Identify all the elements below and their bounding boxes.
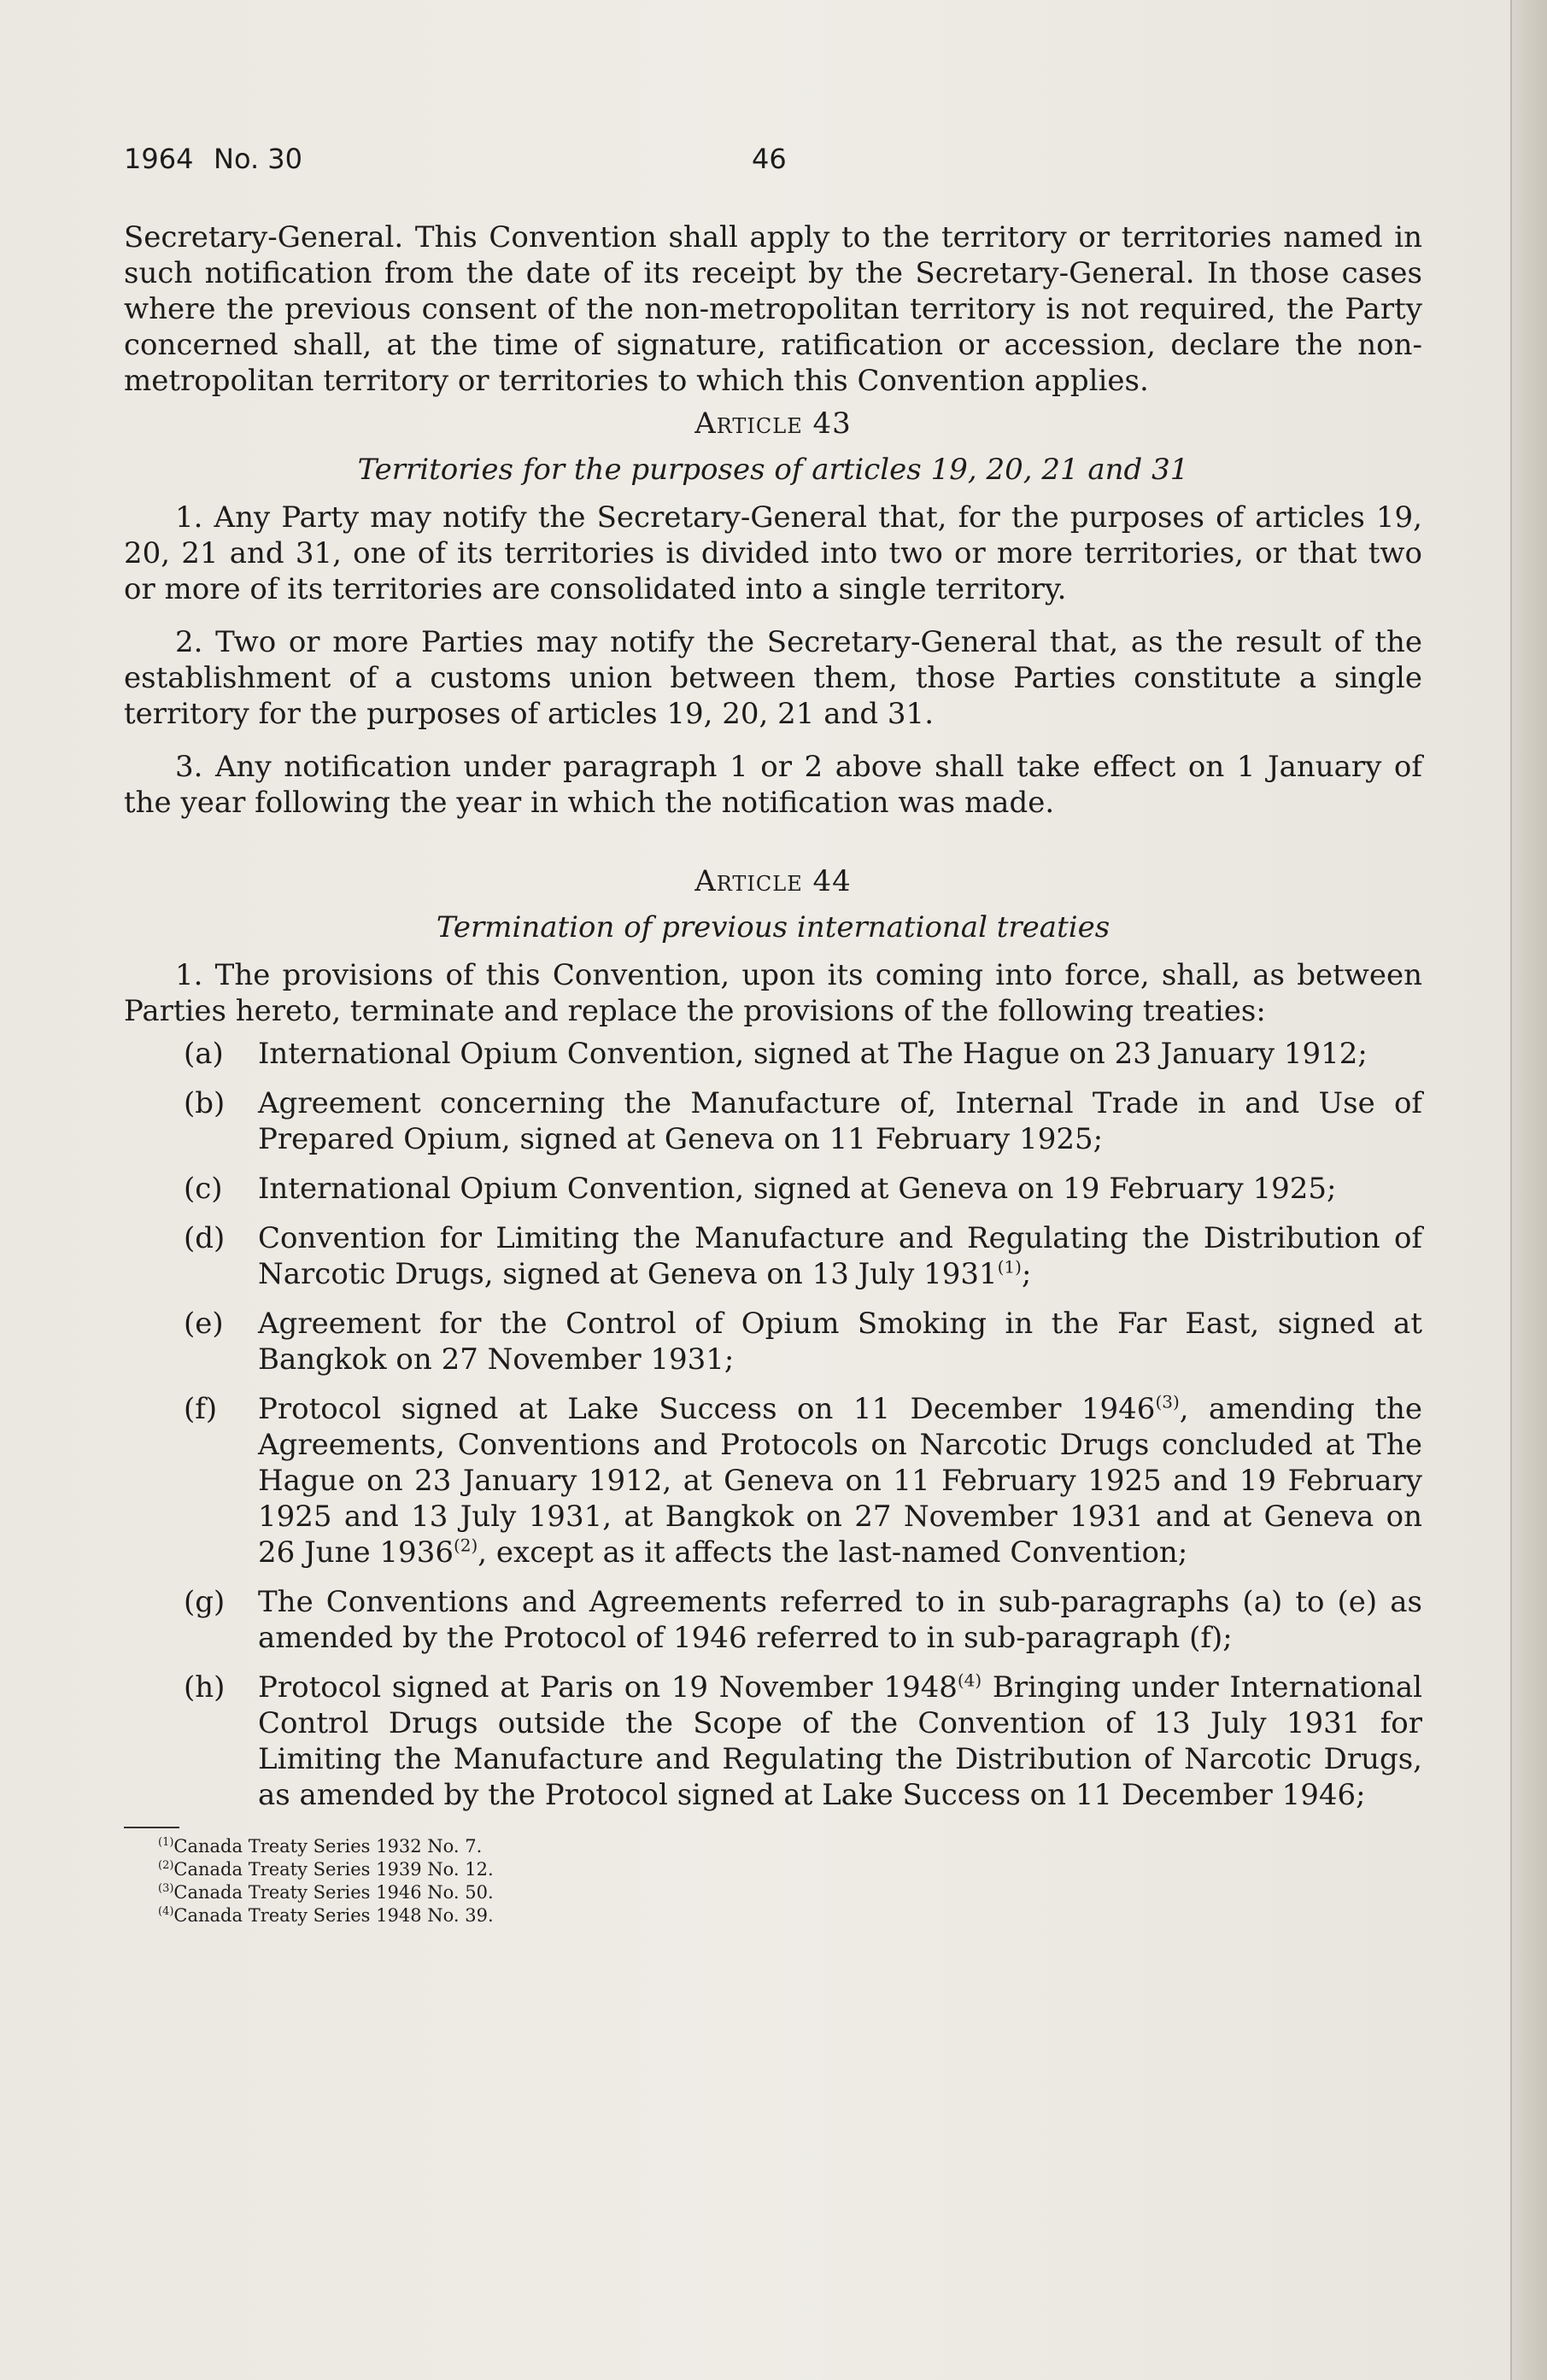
footnote-2 [124,1858,1422,1881]
treaty-item-f [124,1391,1422,1570]
item-text-middle: , amending the Agreements, Conventions and Protocols on Narcotic Drugs concluded at The Hague on 23 January 1912, at Geneva on 11 February 1925 and 19 February 1925 and 13 July 1931, at Bangkok on 27 November 1931 and at Geneva on 26 June 1936 [258,1392,1423,1570]
footnote-text: Canada Treaty Series 1932 No. 7. [173,1836,483,1857]
article-43-paragraph-3: 3. Any notification under paragraph 1 or 2 above shall take effect on 1 January of the year following the year in which the notification was made. [124,750,1422,820]
footnote-mark: (4) [158,1905,174,1918]
footnote-divider [124,1827,179,1828]
book-spine-edge [1510,0,1547,2380]
treaty-item-e [124,1306,1422,1377]
footnote-mark: (3) [158,1882,174,1895]
item-text: The Conventions and Agreements referred to in sub-paragraphs (a) to (e) as amended by the Protocol of 1946 referred to in sub-paragraph (f); [258,1585,1422,1655]
article-43-heading: Article 43 [694,406,852,441]
treaty-item-c [124,1171,1422,1207]
item-text-end: , except as it affects the last-named Convention; [478,1535,1188,1570]
item-text: Agreement concerning the Manufacture of, Internal Trade in and Use of Prepared Opium, signed at Geneva on 11 February 1925; [258,1086,1422,1156]
footnote-ref: (2) [453,1535,478,1556]
item-text: International Opium Convention, signed at Geneva on 19 February 1925; [258,1172,1337,1206]
item-label: (c) [184,1172,223,1206]
article-44-title: Termination of previous international treaties [436,910,1110,944]
footnote-ref: (4) [957,1670,982,1691]
item-label: (d) [184,1221,226,1255]
footnote-ref: (3) [1155,1391,1180,1412]
article-43-paragraph-2: 2. Two or more Parties may notify the Secretary-General that, as the result of the establishment of a customs union between them, those Parties constitute a single territory for the purposes of articles 19, 20, 21 and 31. [124,625,1422,731]
treaty-item-h [124,1670,1422,1813]
article-43-title: Territories for the purposes of articles 19, 20, 21 and 31 [357,453,1189,487]
item-text-end: ; [1021,1257,1032,1291]
item-label: (a) [184,1037,224,1071]
footnote-mark: (1) [158,1836,174,1849]
intro-paragraph: Secretary-General. This Convention shall apply to the territory or territories named in such notification from the date of its receipt by the Secretary-General. In those cases where the previous consent of the non-metropolitan territory is not required, the Party concerned shall, at the time of signature, ratification or accession, declare the non-metropolitan territory or territories to which this Convention applies. [124,220,1422,398]
article-44-lead-paragraph: 1. The provisions of this Convention, upon its coming into force, shall, as between Parties hereto, terminate and replace the provisions of the following treaties: [124,958,1422,1028]
footnote-text: Canada Treaty Series 1948 No. 39. [173,1905,494,1926]
item-label: (b) [184,1086,226,1120]
footnote-text: Canada Treaty Series 1939 No. 12. [173,1859,494,1880]
article-43-paragraph-1: 1. Any Party may notify the Secretary-General that, for the purposes of articles 19, 20, 21 and 31, one of its territories is divided into two or more territories, or that two or more of its territories are consolidated into a single territory. [124,500,1422,606]
item-label: (e) [184,1307,224,1341]
item-text: International Opium Convention, signed at The Hague on 23 January 1912; [258,1037,1368,1071]
footnote-3 [124,1881,1422,1904]
item-label: (g) [184,1585,226,1619]
item-text: Protocol signed at Paris on 19 November 1948 [258,1670,958,1705]
treaty-item-d [124,1220,1422,1292]
footnote-mark: (2) [158,1859,174,1872]
article-44-heading: Article 44 [694,864,852,898]
footnote-ref: (1) [997,1256,1022,1278]
treaty-item-g [124,1584,1422,1656]
item-text: Protocol signed at Lake Success on 11 December 1946 [258,1392,1156,1426]
treaty-list [124,1036,1422,1813]
treaty-item-b [124,1085,1422,1157]
footnote-text: Canada Treaty Series 1946 No. 50. [173,1882,494,1903]
item-label: (h) [184,1670,226,1705]
page-number: 46 [752,143,787,175]
footnote-1 [124,1835,1422,1858]
item-text: Agreement for the Control of Opium Smoking in the Far East, signed at Bangkok on 27 November 1931; [258,1307,1422,1377]
item-label: (f) [184,1392,218,1426]
page-header [124,141,1422,182]
footnotes [124,1835,1422,1927]
item-text: Convention for Limiting the Manufacture and Regulating the Distribution of Narcotic Drugs, signed at Geneva on 13 July 1931 [258,1221,1422,1291]
header-year: 1964 [124,143,194,175]
treaty-item-a [124,1036,1422,1072]
footnote-4 [124,1904,1422,1927]
header-number: No. 30 [214,143,303,175]
item-text-end: Bringing under International Control Drugs outside the Scope of the Convention of 13 July 1931 for Limiting the Manufacture and Regulating the Distribution of Narcotic Drugs, as amended by the Protocol signed at Lake Success on 11 December 1946; [258,1670,1423,1812]
body-text [124,219,1422,1927]
